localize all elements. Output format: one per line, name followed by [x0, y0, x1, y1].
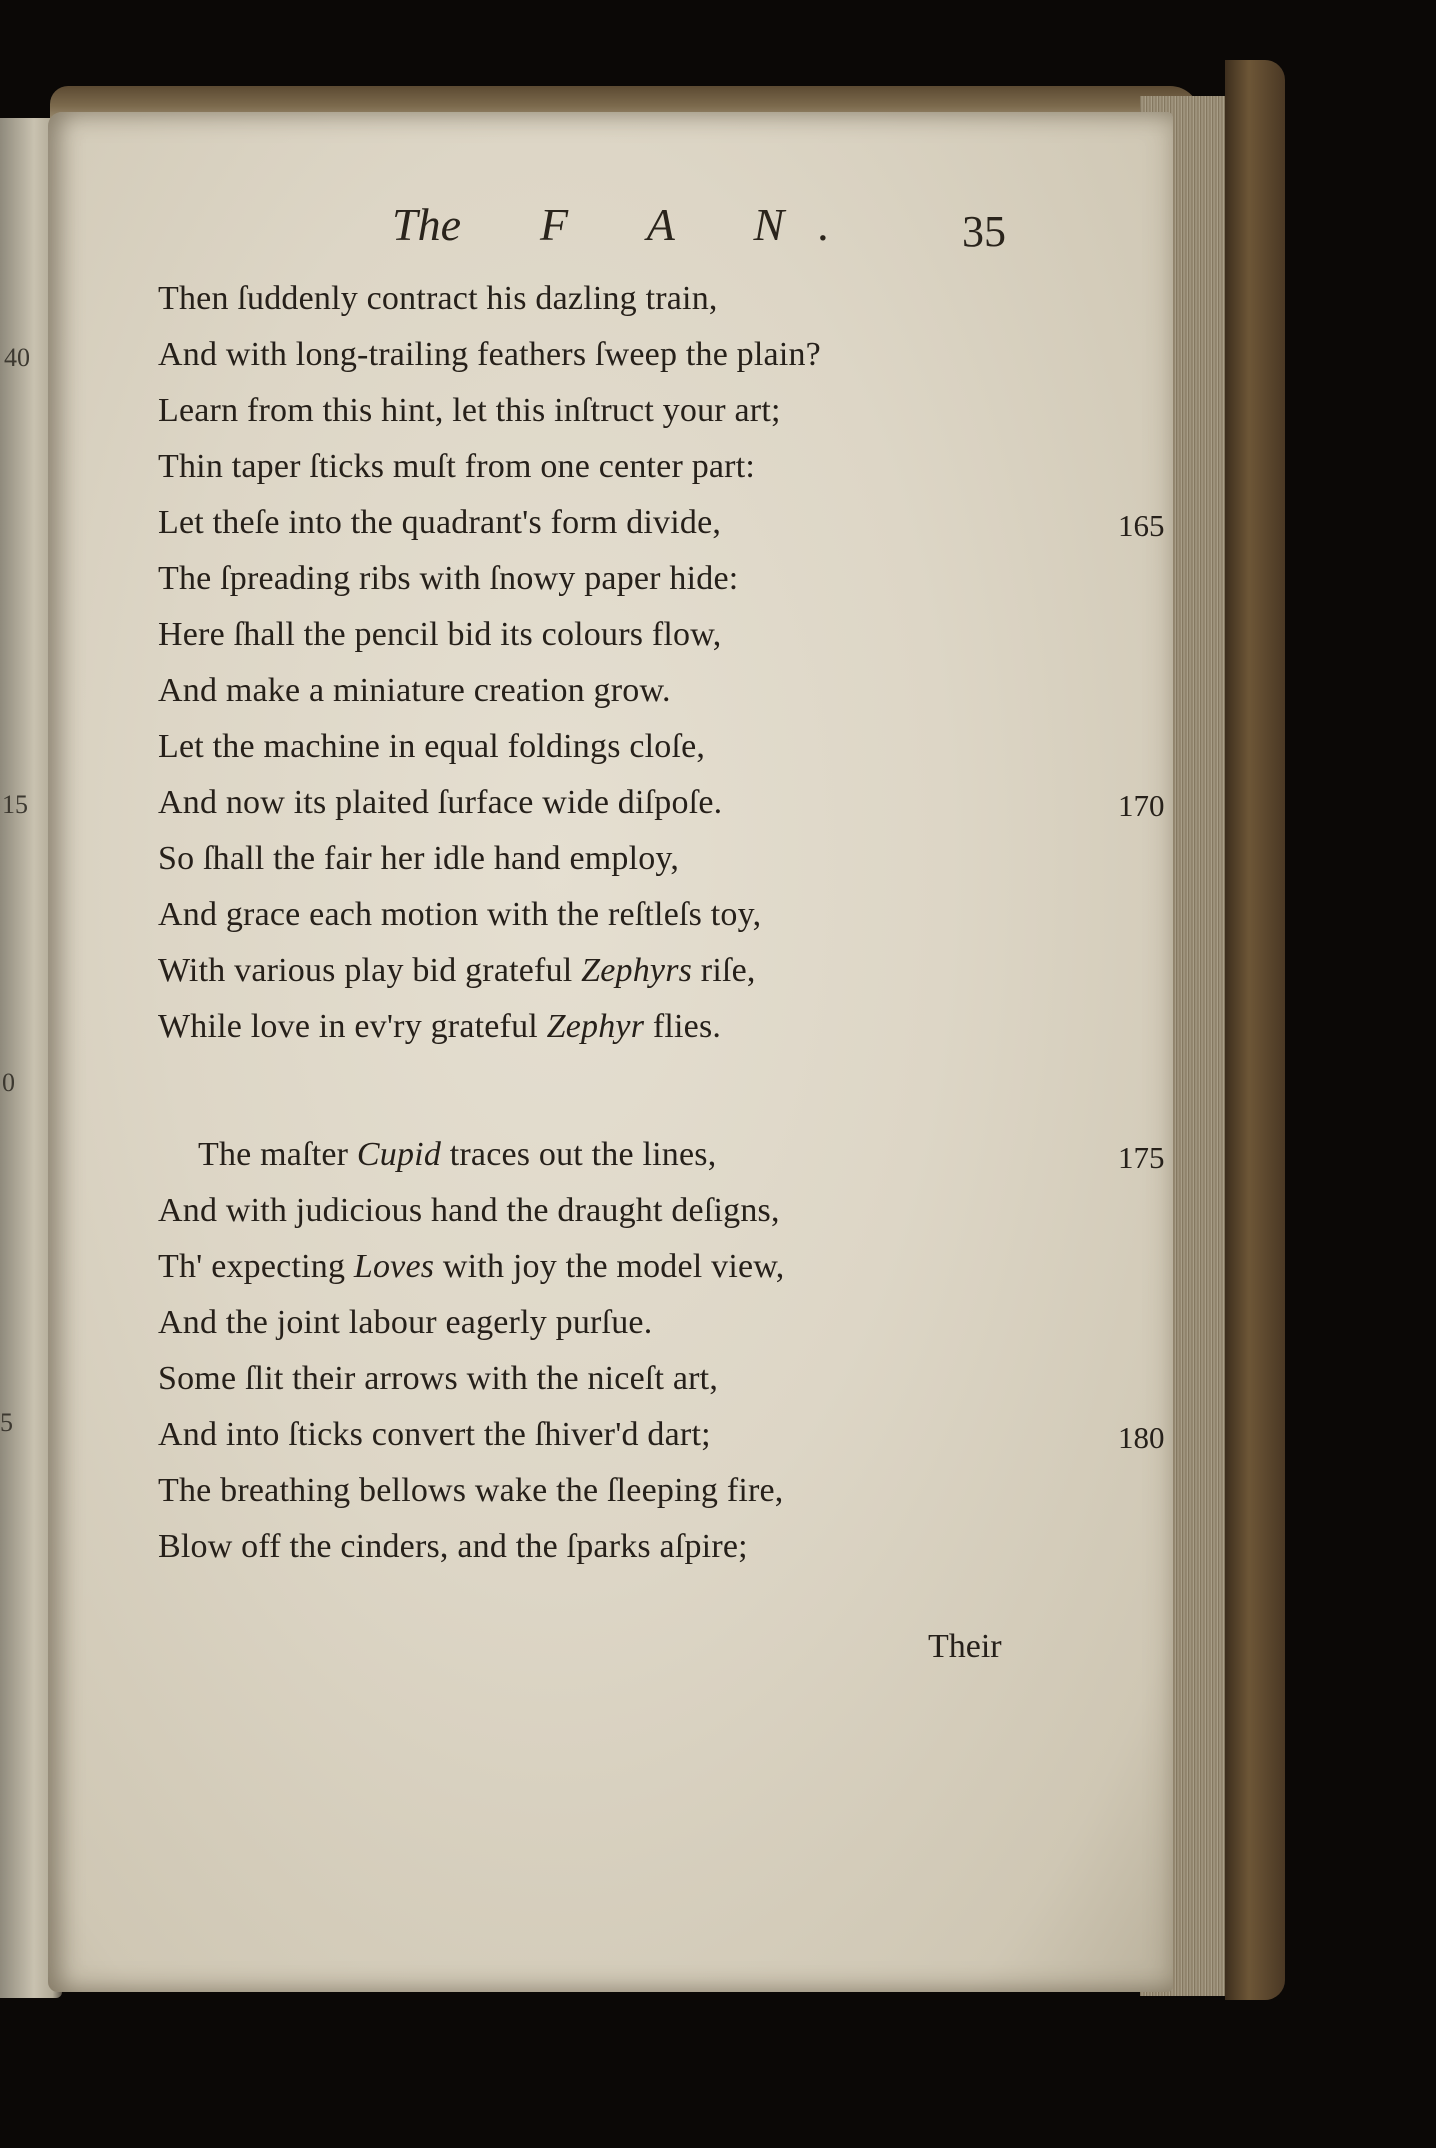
running-head-title: F A N.	[540, 199, 864, 250]
line-number: 165	[1118, 508, 1165, 543]
poem-line: Thin taper ſticks muſt from one center part:	[158, 448, 755, 485]
poem-line-italic: Loves	[353, 1248, 435, 1285]
poem-line: And grace each motion with the reſtleſs toy,	[158, 896, 762, 933]
poem-line: And make a miniature creation grow.	[158, 672, 671, 709]
poem-line-italic: Zephyrs	[581, 952, 693, 989]
poem-line: The ſpreading ribs with ſnowy paper hide:	[158, 560, 739, 597]
line-number: 170	[1118, 788, 1165, 823]
poem-line: Blow off the cinders, and the ſparks aſpire;	[158, 1528, 748, 1565]
poem-line-text: traces out the lines,	[441, 1136, 717, 1173]
poem-line: So ſhall the fair her idle hand employ,	[158, 840, 680, 877]
poem-line-text: riſe,	[692, 952, 756, 989]
left-margin-number: 5	[0, 1408, 13, 1437]
poem-line: Let theſe into the quadrant's form divide,	[158, 504, 722, 541]
poem-line-text: flies.	[644, 1008, 722, 1045]
poem-line	[158, 952, 756, 1002]
poem-line: Here ſhall the pencil bid its colours flow,	[158, 616, 722, 653]
poem-line-italic: Cupid	[356, 1136, 442, 1173]
poem-line	[158, 1248, 785, 1298]
left-margin-number: 15	[2, 790, 28, 819]
line-number: 180	[1118, 1420, 1165, 1455]
poem-line-text: While love in ev'ry grateful	[158, 1008, 547, 1045]
catchword: Their	[928, 1628, 1002, 1665]
poem-line-text: with joy the model view,	[434, 1248, 785, 1285]
poem-line	[198, 1136, 716, 1186]
poem-line-text: With various play bid grateful	[158, 952, 582, 989]
poem-line: And with judicious hand the draught deſigns,	[158, 1192, 780, 1229]
poem-line: Some ſlit their arrows with the niceſt art,	[158, 1360, 719, 1397]
line-number: 175	[1118, 1140, 1165, 1175]
poem-line: And now its plaited ſurface wide diſpoſe.	[158, 784, 723, 821]
poem-line: Let the machine in equal foldings cloſe,	[158, 728, 706, 765]
poem-line: And the joint labour eagerly purſue.	[158, 1304, 653, 1341]
left-margin-number: 40	[4, 343, 30, 372]
poem-line: Learn from this hint, let this inſtruct your art;	[158, 392, 781, 429]
poem-line: The breathing bellows wake the ſleeping fire,	[158, 1472, 784, 1509]
page-number: 35	[962, 207, 1006, 256]
running-head-the: The	[392, 199, 461, 250]
poem-line-italic: Zephyr	[546, 1008, 645, 1045]
poem-line-text: Th' expecting	[158, 1248, 354, 1285]
running-head	[0, 198, 1436, 258]
poem-line-text: The maſter	[198, 1136, 357, 1173]
left-margin-number: 0	[2, 1068, 15, 1097]
poem-line	[158, 1008, 721, 1058]
book-cover-spine	[1225, 60, 1285, 2000]
poem-line: Then ſuddenly contract his dazling train,	[158, 280, 718, 317]
poem-line: And with long-trailing feathers ſweep the plain?	[158, 336, 821, 373]
poem-line: And into ſticks convert the ſhiver'd dart;	[158, 1416, 711, 1453]
